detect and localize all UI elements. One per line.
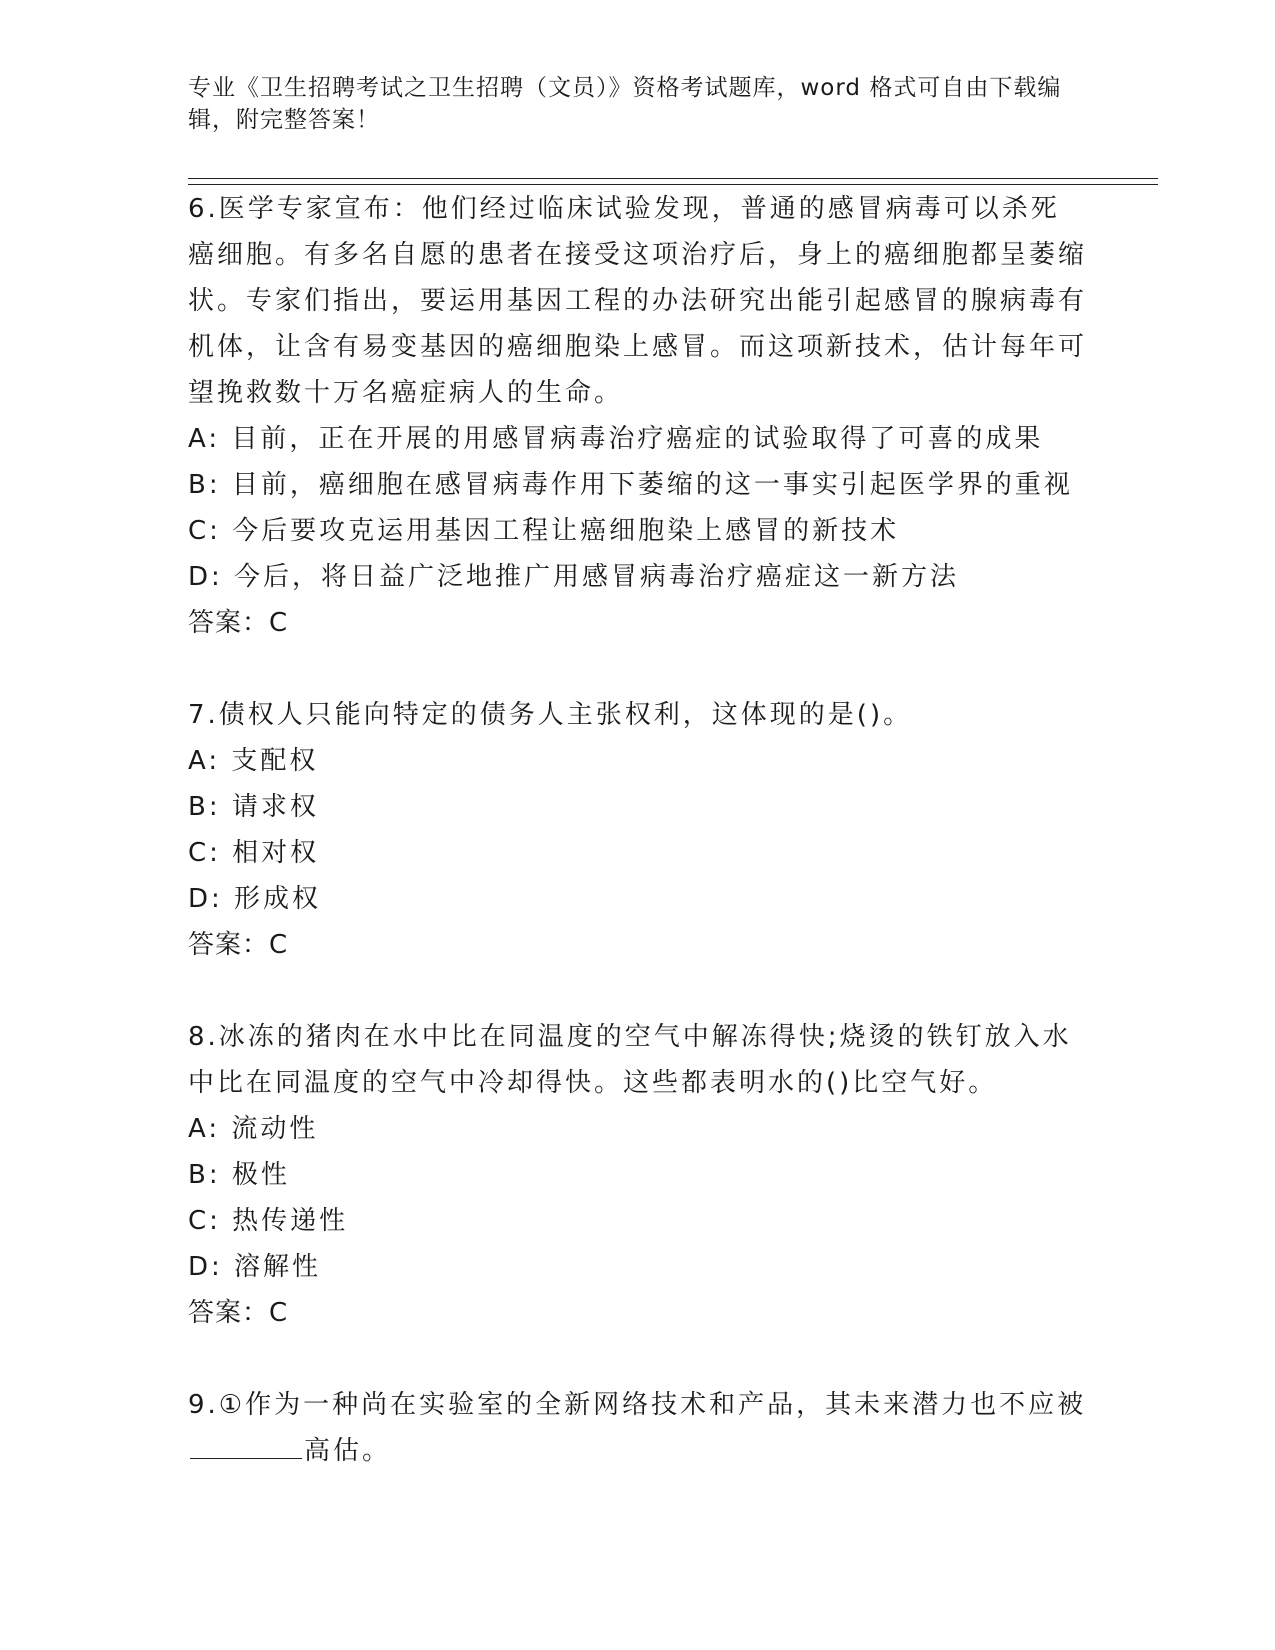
question-stem: 6.医学专家宣布：他们经过临床试验发现，普通的感冒病毒可以杀死癌细胞。有多名自愿的患者在接受这项治疗后，身上的癌细胞都呈萎缩状。专家们指出，要运用基因工程的办法研究出能引起感冒的腺病毒有机体，让含有易变基因的癌细胞染上感冒。而这项新技术，估计每年可望挽救数十万名癌症病人的生命。 — [188, 194, 1088, 408]
option-a: A: 流动性 — [188, 1114, 319, 1144]
option-a: A: 支配权 — [188, 746, 319, 776]
option-d: D: 今后，将日益广泛地推广用感冒病毒治疗癌症这一新方法 — [188, 562, 960, 592]
question-list — [188, 186, 1088, 1520]
option-c: C: 相对权 — [188, 838, 320, 868]
answer: 答案：C — [188, 930, 289, 960]
option-b: B: 请求权 — [188, 792, 319, 822]
option-c: C: 今后要攻克运用基因工程让癌细胞染上感冒的新技术 — [188, 516, 900, 546]
fill-in-blank — [190, 1430, 302, 1459]
question-stem — [188, 1382, 1088, 1474]
question-stem-before: 9.①作为一种尚在实验室的全新网络技术和产品，其未来潜力也不应被 — [188, 1390, 1087, 1420]
answer: 答案：C — [188, 1298, 289, 1328]
document-header — [188, 72, 1088, 136]
option-d: D: 形成权 — [188, 884, 322, 914]
question-7 — [188, 692, 1088, 968]
header-divider-bottom — [188, 184, 1158, 185]
question-6 — [188, 186, 1088, 646]
question-stem: 7.债权人只能向特定的债务人主张权利，这体现的是()。 — [188, 700, 913, 730]
question-stem: 8.冰冻的猪肉在水中比在同温度的空气中解冻得快;烧烫的铁钉放入水中比在同温度的空气中冷却得快。这些都表明水的()比空气好。 — [188, 1022, 1072, 1098]
option-a: A: 目前，正在开展的用感冒病毒治疗癌症的试验取得了可喜的成果 — [188, 424, 1044, 454]
answer: 答案：C — [188, 608, 289, 638]
option-c: C: 热传递性 — [188, 1206, 349, 1236]
header-text: 专业《卫生招聘考试之卫生招聘（文员）》资格考试题库，word 格式可自由下载编辑，附完整答案！ — [188, 75, 1062, 133]
question-stem-after: 高估。 — [304, 1436, 392, 1466]
option-b: B: 目前，癌细胞在感冒病毒作用下萎缩的这一事实引起医学界的重视 — [188, 470, 1073, 500]
question-9 — [188, 1382, 1088, 1474]
question-8 — [188, 1014, 1088, 1336]
option-b: B: 极性 — [188, 1160, 290, 1190]
header-divider-top — [188, 178, 1158, 179]
option-d: D: 溶解性 — [188, 1252, 322, 1282]
